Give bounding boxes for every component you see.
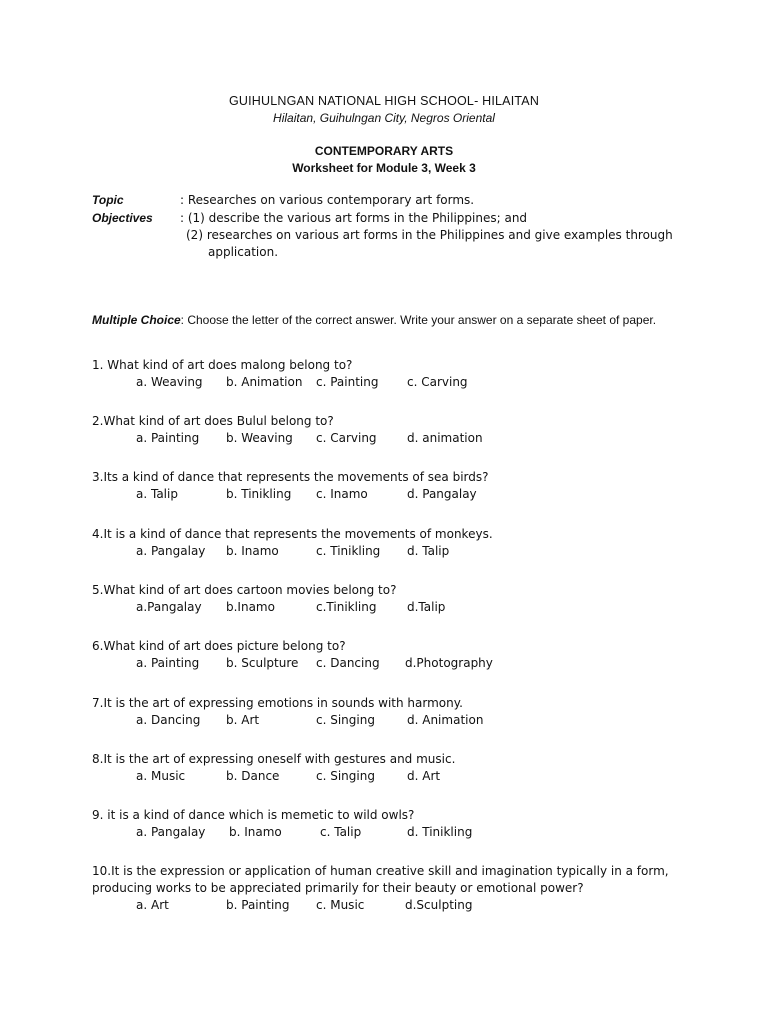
option-c: c. Inamo: [316, 487, 368, 501]
option-c: c. Carving: [316, 431, 377, 445]
question-text: 10.It is the expression or application of human creative skill and imagination typically in a form,: [92, 864, 669, 878]
question-text: 5.What kind of art does cartoon movies belong to?: [92, 583, 397, 597]
question-text: 4.It is a kind of dance that represents the movements of monkeys.: [92, 527, 493, 541]
option-a: a. Art: [136, 898, 169, 912]
question-item: [92, 358, 468, 391]
question-item: [92, 808, 473, 841]
option-b: b. Sculpture: [226, 656, 299, 670]
option-d: d.Sculpting: [405, 898, 473, 912]
question-item: [92, 696, 484, 729]
option-b: b. Animation: [226, 375, 303, 389]
school-address: Hilaitan, Guihulngan City, Negros Oriental: [273, 111, 495, 125]
instructions-label: Multiple Choice: [92, 313, 181, 327]
question-item: [92, 864, 669, 914]
option-b: b. Dance: [226, 769, 280, 783]
objective-2-continued: application.: [208, 245, 279, 259]
option-a: a.Pangalay: [136, 600, 202, 614]
option-c: c. Singing: [316, 713, 375, 727]
option-b: b. Painting: [226, 898, 290, 912]
topic-label: Topic: [92, 193, 124, 207]
worksheet-title: Worksheet for Module 3, Week 3: [292, 161, 476, 175]
question-text: 8.It is the art of expressing oneself with gestures and music.: [92, 752, 456, 766]
answer-options: [92, 600, 446, 616]
instructions-text: : Choose the letter of the correct answer. Write your answer on a separate sheet of paper.: [180, 313, 657, 327]
option-c: c. Tinikling: [316, 544, 381, 558]
question-item: [92, 752, 455, 785]
answer-options: [92, 487, 489, 503]
option-c: c. Talip: [320, 825, 362, 839]
question-text: 9. it is a kind of dance which is memetic to wild owls?: [92, 808, 415, 822]
objective-1: : (1) describe the various art forms in the Philippines; and: [180, 211, 528, 225]
option-b: b. Tinikling: [226, 487, 292, 501]
option-a: a. Painting: [136, 656, 200, 670]
option-b: b. Inamo: [229, 825, 282, 839]
answer-options: [92, 713, 484, 729]
answer-options: [92, 769, 455, 785]
option-a: a. Talip: [136, 487, 178, 501]
option-b: b. Art: [226, 713, 260, 727]
question-item: [92, 414, 483, 447]
option-b: b. Inamo: [226, 544, 279, 558]
answer-options: [92, 544, 493, 560]
course-title: CONTEMPORARY ARTS: [314, 144, 454, 158]
question-text: 2.What kind of art does Bulul belong to?: [92, 414, 334, 428]
option-a: a. Pangalay: [136, 544, 206, 558]
option-a: a. Pangalay: [136, 825, 206, 839]
option-a: a. Painting: [136, 431, 200, 445]
option-b: b.Inamo: [226, 600, 275, 614]
option-d: d. Pangalay: [407, 487, 477, 501]
instructions: [92, 313, 656, 327]
option-c: c. Singing: [316, 769, 375, 783]
option-c: c.Tinikling: [316, 600, 377, 614]
answer-options: [92, 656, 493, 672]
answer-options: [92, 825, 473, 841]
question-item: [92, 470, 489, 503]
option-d: d. Art: [407, 769, 441, 783]
question-text: 3.Its a kind of dance that represents the movements of sea birds?: [92, 470, 489, 484]
option-d: d.Photography: [405, 656, 493, 670]
option-d: c. Carving: [407, 375, 468, 389]
option-c: c. Music: [316, 898, 365, 912]
option-c: c. Dancing: [316, 656, 380, 670]
option-d: d. Talip: [407, 544, 450, 558]
question-text: 1. What kind of art does malong belong to?: [92, 358, 353, 372]
option-a: a. Dancing: [136, 713, 201, 727]
objectives-label: Objectives: [92, 211, 153, 225]
option-d: d.Talip: [407, 600, 446, 614]
option-a: a. Weaving: [136, 375, 203, 389]
option-a: a. Music: [136, 769, 186, 783]
option-b: b. Weaving: [226, 431, 293, 445]
question-text: 7.It is the art of expressing emotions in sounds with harmony.: [92, 696, 463, 710]
option-c: c. Painting: [316, 375, 379, 389]
topic-text: : Researches on various contemporary art forms.: [180, 193, 475, 207]
question-text-continued: producing works to be appreciated primarily for their beauty or emotional power?: [92, 881, 584, 895]
question-item: [92, 527, 493, 560]
option-d: d. Tinikling: [407, 825, 473, 839]
answer-options: [92, 431, 483, 447]
option-d: d. animation: [407, 431, 483, 445]
question-text: 6.What kind of art does picture belong to?: [92, 639, 346, 653]
objective-2: (2) researches on various art forms in the Philippines and give examples through: [186, 228, 673, 242]
answer-options: [92, 375, 468, 391]
option-d: d. Animation: [407, 713, 484, 727]
question-item: [92, 583, 446, 616]
school-name: GUIHULNGAN NATIONAL HIGH SCHOOL- HILAITAN: [228, 94, 540, 108]
question-item: [92, 639, 493, 672]
answer-options: [92, 898, 669, 914]
